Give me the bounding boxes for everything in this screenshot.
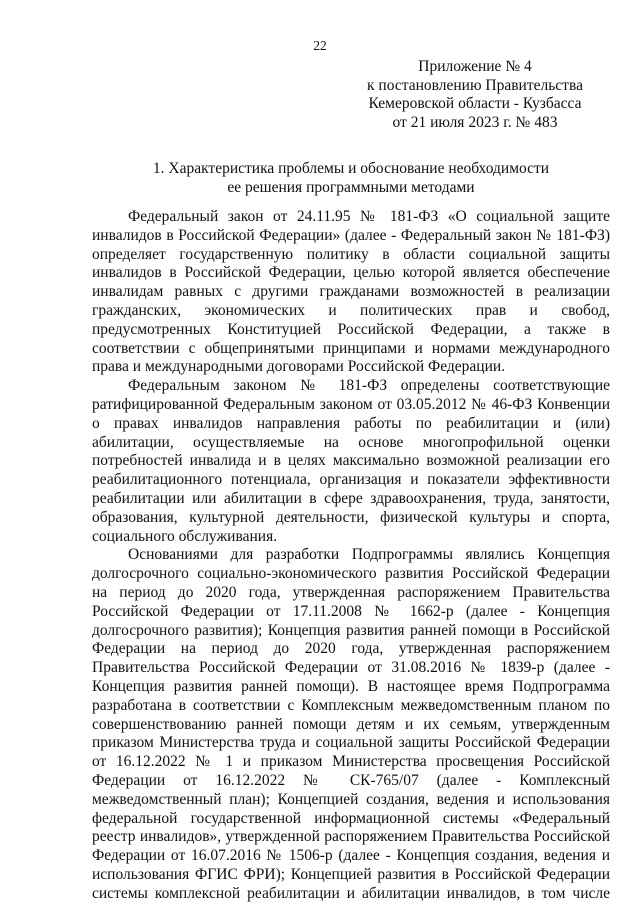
text-line: Федерации на период до 2020 года, утвержденная распоряжением: [92, 640, 610, 658]
text-line: разработана в соответствии с Комплексным межведомственным планом по: [92, 696, 610, 714]
text-line: социального обслуживания.: [92, 527, 278, 545]
text-line: о правах инвалидов направления работы по реабилитации и (или): [92, 414, 610, 432]
text-line: совершенствованию ранней помощи детям и их семьям, утвержденным: [92, 715, 610, 733]
appendix-line: Приложение № 4: [418, 58, 532, 75]
text-line: Российской Федерации от 17.11.2008 № 1662-р (далее - Концепция: [92, 602, 610, 620]
text-line: долгосрочного социально-экономического развития Российской Федерации: [92, 565, 610, 583]
text-line: определяет государственную политику в области социальной защиты: [92, 245, 610, 263]
text-line: Федеральный закон от 24.11.95 № 181-ФЗ «О социальной защите: [128, 208, 610, 225]
text-line: ратифицированной Федеральным законом от 03.05.2012 № 46-ФЗ Конвенции: [92, 395, 610, 413]
appendix-line: Кемеровской области - Кузбасса: [368, 95, 582, 113]
text-line: приказом Министерства труда и социальной защиты Российской Федерации: [92, 734, 610, 752]
text-line: реабилитационного потенциала, организация и показатели эффективности: [92, 471, 610, 489]
appendix-line: от 21 июля 2023 г. № 483: [392, 113, 558, 131]
text-line: образования, культурной деятельности, физической культуры и спорта,: [92, 508, 610, 526]
text-line: федеральной государственной информационной системы «Федеральный: [92, 809, 610, 827]
section-title-line: 1. Характеристика проблемы и обоснование необходимости: [152, 160, 550, 177]
text-line: реабилитации или абилитации в сфере здравоохранения, труда, занятости,: [92, 489, 610, 507]
page-number: 22: [313, 38, 327, 53]
text-line: от 16.12.2022 № 1 и приказом Министерства просвещения Российской: [92, 753, 610, 771]
text-line: абилитации, осуществляемые на основе многопрофильной оценки: [92, 433, 610, 451]
document-body: [92, 208, 610, 903]
text-line: Федерации от 16.12.2022 № СК-765/07 (далее - Комплексный: [92, 771, 610, 789]
text-line: соответствии с общепринятыми принципами и нормами международного: [92, 339, 610, 357]
text-line: использования ФГИС ФРИ); Концепцией развития в Российской Федерации: [92, 865, 610, 883]
text-line: Федеральным законом № 181-ФЗ определены соответствующие: [128, 377, 610, 395]
text-line: потребностей инвалида и в целях максимально возможной реализации его: [92, 452, 610, 470]
text-line: права и международными договорами Российской Федерации.: [92, 358, 506, 376]
text-line: инвалидам равных с другими гражданами возможностей в реализации: [92, 283, 610, 301]
text-line: межведомственный план); Концепцией создания, ведения и использования: [92, 790, 610, 808]
text-line: реестр инвалидов», утвержденной распоряжением Правительства Российской: [92, 828, 610, 846]
text-line: инвалидов в Российской Федерации, целью которой является обеспечение: [92, 264, 610, 282]
text-line: гражданских, экономических и политических прав и свобод,: [92, 301, 610, 319]
paragraph-grounds: [92, 546, 610, 903]
text-line: долгосрочного развития); Концепция развития ранней помощи в Российской: [92, 621, 610, 639]
paragraph-convention: [92, 377, 610, 546]
text-line: на период до 2020 года, утвержденная распоряжением Правительства: [92, 583, 610, 601]
text-line: Правительства Российской Федерации от 31.08.2016 № 1839-р (далее -: [92, 659, 610, 677]
text-line: предусмотренных Конституцией Российской Федерации, а также в: [92, 320, 610, 338]
text-line: Концепция развития ранней помощи). В настоящее время Подпрограмма: [92, 677, 610, 695]
section-title: [92, 160, 610, 197]
text-line: Федерации от 16.07.2016 № 1506-р (далее - Концепция создания, ведения и: [92, 847, 610, 865]
text-line: инвалидов в Российской Федерации» (далее - Федеральный закон № 181-ФЗ): [92, 226, 610, 244]
appendix-header: [340, 58, 610, 132]
section-title-line: ее решения программными методами: [227, 178, 475, 196]
paragraph-federal-law: [92, 208, 610, 377]
appendix-line: к постановлению Правительства: [367, 76, 583, 94]
text-line: Основаниями для разработки Подпрограммы являлись Концепция: [128, 546, 610, 564]
text-line: системы комплексной реабилитации и абилитации инвалидов, в том числе: [92, 884, 610, 902]
